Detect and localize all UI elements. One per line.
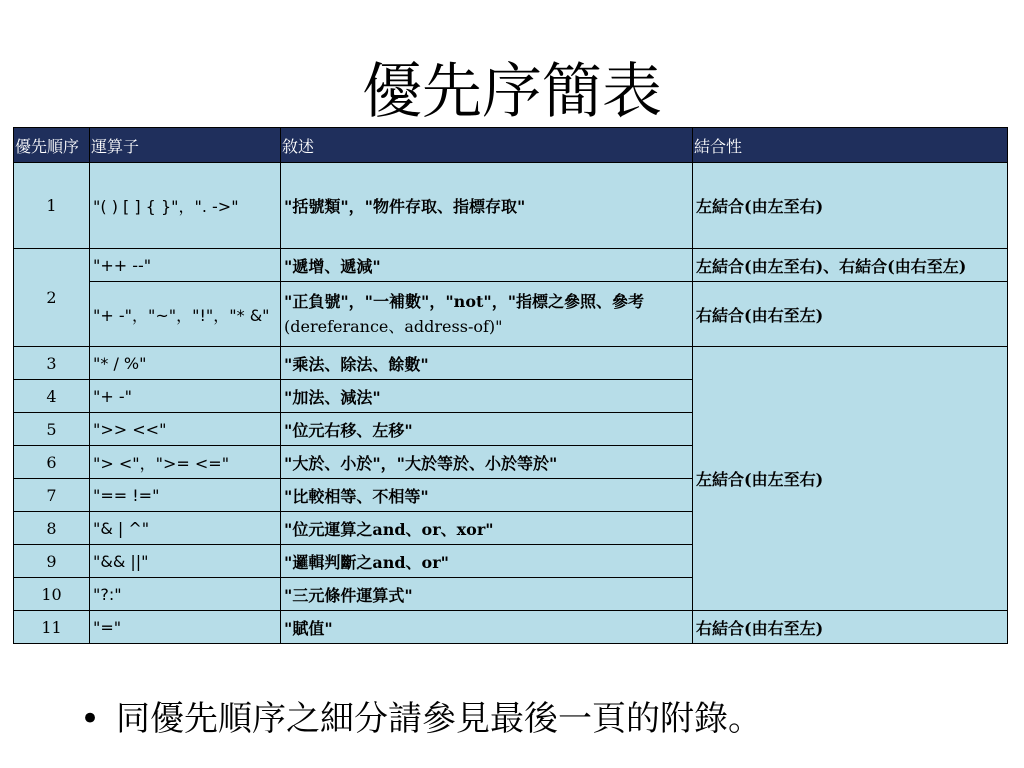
description-cell: "比較相等、不相等"	[281, 479, 693, 512]
operator-cell: "="	[90, 611, 281, 644]
precedence-level: 10	[14, 578, 90, 611]
operator-cell: "> <"，">= <="	[90, 446, 281, 479]
column-header: 結合性	[693, 128, 1008, 163]
description-cell	[281, 282, 693, 347]
description-cell: "賦值"	[281, 611, 693, 644]
description-line: "正負號"，"一補數"，"not"，"指標之參照、參考	[284, 292, 645, 311]
precedence-level: 6	[14, 446, 90, 479]
associativity-cell: 右結合(由右至左)	[693, 282, 1008, 347]
description-cell: "大於、小於"，"大於等於、小於等於"	[281, 446, 693, 479]
description-cell: "位元右移、左移"	[281, 413, 693, 446]
operator-cell: "+ -"，"~"，"!"，"* &"	[90, 282, 281, 347]
description-cell: "邏輯判斷之and、or"	[281, 545, 693, 578]
table-row	[14, 282, 1008, 347]
operator-cell: "& | ^"	[90, 512, 281, 545]
precedence-level: 3	[14, 347, 90, 380]
precedence-level: 7	[14, 479, 90, 512]
table-header-row	[14, 128, 1008, 163]
table-row	[14, 347, 1008, 380]
table-row	[14, 611, 1008, 644]
operator-cell: "* / %"	[90, 347, 281, 380]
associativity-cell: 左結合(由左至右)、右結合(由右至左)	[693, 249, 1008, 282]
description-cell: "三元條件運算式"	[281, 578, 693, 611]
column-header: 優先順序	[14, 128, 90, 163]
description-cell: "加法、減法"	[281, 380, 693, 413]
table-row	[14, 163, 1008, 249]
bullet-icon: •	[80, 699, 101, 739]
associativity-cell: 左結合(由左至右)	[693, 163, 1008, 249]
precedence-level: 11	[14, 611, 90, 644]
operator-cell: "&& ||"	[90, 545, 281, 578]
operator-cell: "( ) [ ] { }"，". ->"	[90, 163, 281, 249]
associativity-cell: 右結合(由右至左)	[693, 611, 1008, 644]
precedence-level: 2	[14, 249, 90, 347]
precedence-table	[13, 127, 1008, 644]
column-header: 運算子	[90, 128, 281, 163]
precedence-level: 9	[14, 545, 90, 578]
associativity-cell: 左結合(由左至右)	[693, 347, 1008, 611]
table-row	[14, 249, 1008, 282]
description-cell: "位元運算之and、or、xor"	[281, 512, 693, 545]
precedence-level: 1	[14, 163, 90, 249]
operator-cell: "+ -"	[90, 380, 281, 413]
operator-cell: ">> <<"	[90, 413, 281, 446]
operator-cell: "++ --"	[90, 249, 281, 282]
description-cell: "乘法、除法、餘數"	[281, 347, 693, 380]
bullet-note	[80, 694, 762, 744]
description-line: (dereferance、address-of)"	[284, 317, 503, 336]
precedence-level: 5	[14, 413, 90, 446]
description-cell: "括號類"，"物件存取、指標存取"	[281, 163, 693, 249]
column-header: 敘述	[281, 128, 693, 163]
slide-title: 優先序簡表	[362, 57, 662, 127]
operator-cell: "?:"	[90, 578, 281, 611]
precedence-level: 4	[14, 380, 90, 413]
description-cell: "遞增、遞減"	[281, 249, 693, 282]
precedence-level: 8	[14, 512, 90, 545]
operator-cell: "== !="	[90, 479, 281, 512]
note-text: 同優先順序之細分請參見最後一頁的附錄。	[116, 699, 762, 739]
